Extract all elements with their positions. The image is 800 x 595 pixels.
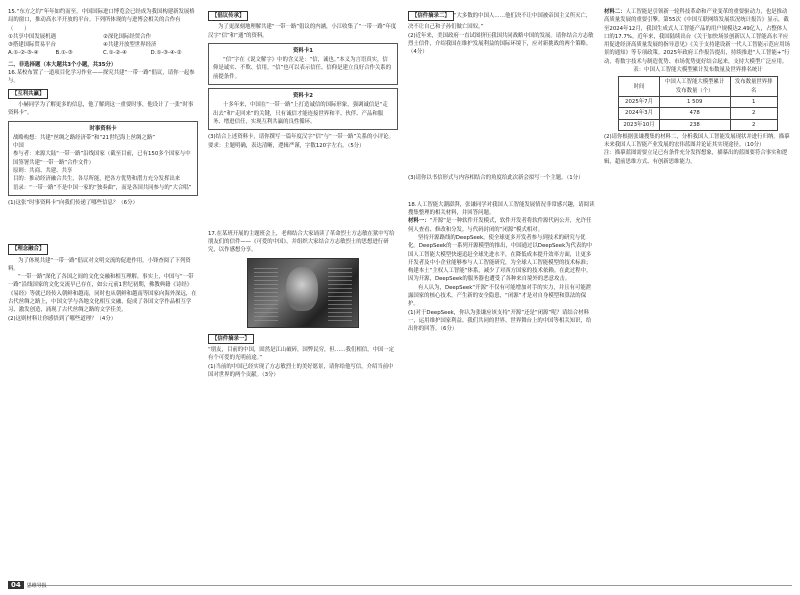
q18-2: (2)请你根据张谦搜集的材料二，分析我国人工智能发展现状并进行归纳。描摹未来我国人工智能产业发展的宏伟蓝图并论证其实现途径。（10分） <box>604 133 790 149</box>
material-text: 有人认为，DeepSeek“开源”不仅有可能增加对手的实力，并且有可能泄露国家的核心技术，产生新的安全隐患，“闭源”才是对自身模型和算法的保护。 <box>408 284 592 308</box>
intro-paragraph: 小赫同学为了解更多的信息，他了解到这一重要时事，他设计了一张“时事资料卡”。 <box>8 101 194 117</box>
q17-3: (3)请你以书信形式与内容相结合的角度给此次新会拟写一个主题。（1分） <box>408 175 584 182</box>
answer-space[interactable] <box>8 207 198 241</box>
table-cell: 2025年7月 <box>619 96 659 107</box>
q16-3: (3)结合上述资料卡，请你撰写一篇年度汉字“信”与“一带一路”关系的小评论。要求：主题明确，表达清晰，逻辑严谨，字数120字左右。（5分） <box>208 134 394 149</box>
material-card-2-text: 十多年来，中国在“一带一路”上打造诚信的国际形象，强调诚信是“走出去”和“走回来”的关键，只有诚信才能连接世界和平、伙伴、产品和服务、增进信任，实现互利共赢的良性循环。 <box>213 102 388 125</box>
portrait-image <box>247 258 359 328</box>
table-cell: 2 <box>730 108 777 119</box>
page-footer <box>8 581 47 589</box>
footer-brand: 思维导报 <box>26 582 47 589</box>
table-header: 发布数量世界排名 <box>730 77 777 97</box>
tag-mutual-benefit: 【互利共赢】 <box>8 89 48 99</box>
material-card-1-text: “信”字在《说文解字》中的含义是：“信，诚也。”本义为言语真实，信仰是诚实、不欺、信用。“信”也可以表示信任、信仰是建立良好合作关系的前提条件。 <box>213 57 392 80</box>
table-cell: 2 <box>730 119 777 130</box>
news-card-line: 中国 <box>13 143 24 150</box>
material-text: 坚持开源路线的DeepSeek，使全球更多开发者参与到技术的研究与优化。DeepSeek的一系列开源模型的推出，中国通过以DeepSeek为代表的中国人工智能大模型快速追赶全球先进水平，在降低成本提升效率方面，让更多开发者及中小企业能够参与人工智能研究，为全球人工智能模型的技术标准；构建本土“主权人工智能”体系，减少了对西方国家的技术依赖。在此过程中，因为开源，DeepSeek的服务器也遭受了各种来自境外的恶意攻击。 <box>408 234 593 283</box>
tag-initiative-heritage: 【倡议传承】 <box>208 11 248 21</box>
column-4 <box>604 8 792 166</box>
stats-table <box>618 76 777 130</box>
note: 注：描摹蓝图需要立足已有条件充分发挥想象，描摹出的蓝图要符合事实和逻辑，超前思维方式、有创新思维能力。 <box>604 150 788 165</box>
q16-stem: 16.某校布置了一道项目化学习作业——探究共建“一带一路”倡议，请你一起参与。 <box>8 70 195 85</box>
table-header: 中国人工智能大模型累计发布数量（个） <box>659 77 730 97</box>
q15-choice: C.①-②-④ <box>103 50 127 57</box>
calligraphy-decoration <box>328 265 352 321</box>
q16-1: (1)这张“时事资料卡”向我们传递了哪些信息？（6分） <box>8 199 138 206</box>
calligraphy-decoration <box>254 265 278 321</box>
q15-stem: 15.“东方之約”年年如约而至，中国国际进口博览会已经成为我国构建新发展格局的窗口，推动高水平开放的平台。下列所体现的与进博会相关的合作有（ ） <box>8 9 195 32</box>
news-card <box>8 121 198 196</box>
q15-choice: A.①-②-③-④ <box>8 50 39 57</box>
answer-space[interactable] <box>208 150 398 230</box>
q15-choice: D.①-③-④-② <box>150 50 182 57</box>
material-label: 材料一： <box>408 218 430 225</box>
portrait-face <box>286 267 318 311</box>
table-cell: 478 <box>659 108 730 119</box>
tag-letter-excerpt-2: 【信件摘录二】 <box>408 11 454 21</box>
q15-option: ①共享中国发展机遇 <box>8 33 56 40</box>
news-card-line: 语录：“一带一路”不是中国一家的“独奏曲”，而是各国共同参与的“大合唱” <box>13 184 192 191</box>
material-card-1-title: 资料卡1 <box>293 47 313 54</box>
q15-options <box>8 33 198 50</box>
table-row <box>619 96 777 107</box>
q17-1: (1)当前的中国已经实现了方志敏烈士的美好愿景，请你给他写信，介绍当前中国对世界的两个贡献。（3分） <box>208 363 394 378</box>
table-cell: 1 509 <box>659 96 730 107</box>
answer-space[interactable] <box>408 56 596 174</box>
table-cell: 238 <box>659 119 730 130</box>
paragraph: 为了更深刻地理解共建“一带一路”倡议的内涵，小江收集了“一带一路”年度汉字“信”和“通”的资料。 <box>208 24 397 39</box>
table-header-row <box>619 77 777 97</box>
q15-choice: B.①-③ <box>55 50 73 57</box>
q15-option: ④共建开放型世界经济 <box>103 42 157 49</box>
material-text: “开源”是一种软件开发模式，软件开发者将软件源代码公开，允许任何人查看、修改和分发。与代码封闭的“闭源”模式相对。 <box>408 218 592 233</box>
material-card-1 <box>208 43 398 85</box>
paragraph: “一带一路”深化了各国之间的文化交融和相互理解。事实上，中国与“一带一路”沿线国家的文化交流早已存在，如公元前1世纪初期，佛教典籍《诗经》《易经》等就已经传入朝鲜和越南，同时也从朝鲜和越南等国家向海外深远，在古代丝绸之路上，中国文学与各地文化相互交融，促成了各国文学作品相互学习、激发创造，涌现了古代丝绸之路的文学佳美。 <box>8 274 197 314</box>
news-card-line: 参与者：来源大陆“一带一路”沿线国家（截至目前，已有150多个国家与中国签署共建“一带一路”合作文件） <box>13 151 191 166</box>
footer-rule <box>28 585 792 586</box>
q18-1: (1)对于DeepSeek，你认为张谦应该支持“开源”还是“闭源”呢？请结合材料一，运用维护国家利益、我们共同的世界、世界舞台上的中国等相关知识，给出你的回答。（6分） <box>408 309 592 333</box>
answer-space[interactable] <box>408 183 596 201</box>
page-number: 04 <box>8 581 24 589</box>
column-2 <box>208 8 398 379</box>
q15-option: ②深化国际经贸合作 <box>103 33 151 40</box>
news-card-line: 原则：共商、共建、共享 <box>13 168 73 175</box>
table-row <box>619 108 777 119</box>
q17-2: (2)近年来，美国政府一直试图挤压我国共同战略中国的发展。请你结合方志敏烈士信件，介绍我国在维护发展利益的国际环境下，应对新挑战的两个策略。（4分） <box>408 32 594 56</box>
excerpt-1: “朋友，目前的中国，固然是江山破碎，国弊民穷，但……我们相信，中国一定有个可爱的光明前途。” <box>208 347 395 362</box>
section-heading: 二、非选择题（本大题共3个小题，共35分） <box>8 61 117 68</box>
table-row <box>619 119 777 130</box>
news-card-line: 战略构想：共建“丝绸之路经济带”和“21世纪海上丝绸之路” <box>13 134 156 141</box>
table-cell: 2024年3月 <box>619 108 659 119</box>
paragraph: 为了体现共建“一带一路”倡议对文明交流的促进作用，小锋查阅了下列资料。 <box>8 257 191 272</box>
material-card-2-title: 资料卡2 <box>293 93 313 100</box>
q15-choices <box>8 49 198 57</box>
news-card-line: 目的：推动经济融合共生，各尽所能，把各方优势和潜力充分发挥出来 <box>13 176 181 183</box>
tag-concept-fusion: 【理念融合】 <box>8 244 48 254</box>
q16-2: (2)这则材料让你感悟到了哪些道理？（4分） <box>8 315 117 322</box>
table-cell: 1 <box>730 96 777 107</box>
table-header: 时间 <box>619 77 659 97</box>
q17-stem: 17.在某班开展的主题班会上，老师结合大家诵读了革命烈士方志敏在狱中写给朋友们的信件——《可爱的中国》，并组织大家结合方志敏烈士的思想进行研究，以作感想分享。 <box>208 230 395 254</box>
column-3 <box>408 8 596 334</box>
q15-option: ③搭建国际贸易平台 <box>8 42 56 49</box>
material-label: 材料二： <box>604 9 626 15</box>
table-title: 表：中国人工智能大模型累计发布数量及世界排名统计 <box>633 67 763 74</box>
q18-stem: 18.人工智能大潮澎湃，张谦同学对我国人工智能发展情况非常感兴趣，请阅读搜集整理的相关材料，并回答问题。 <box>408 201 595 217</box>
material-text: 人工智能是引领新一轮科技革命和产业变革的重要驱动力，也是推动高质量发展的重要引擎。第55次《中国互联网络发展状况统计报告》显示，截至2024年12月，我国生成式人工智能产品的用户规模达2.49亿人，占整体人口的17.7%。近年来，我国陆续出台《关于加快场景创新以人工智能高水平应用促进经济高质量发展的指导意见》《关于支持建设新一代人工智能示范应用场景的通知》等专项政策。2025年政府工作报告提出，持续推进“人工智能+”行动，将数字技术与制造优势、市场优势更好结合起来，支持大模型广泛应用。 <box>604 9 790 65</box>
column-1 <box>8 8 198 323</box>
excerpt-2: “大多数的中国人……他们决不让中国被帝国主义所灭亡，决不让自己和子孙们做亡国奴。” <box>408 13 592 31</box>
news-card-title: 时事资料卡 <box>89 125 117 132</box>
tag-letter-excerpt-1: 【信件摘录一】 <box>208 334 254 344</box>
material-card-2 <box>208 88 398 130</box>
table-cell: 2023年10月 <box>619 119 659 130</box>
